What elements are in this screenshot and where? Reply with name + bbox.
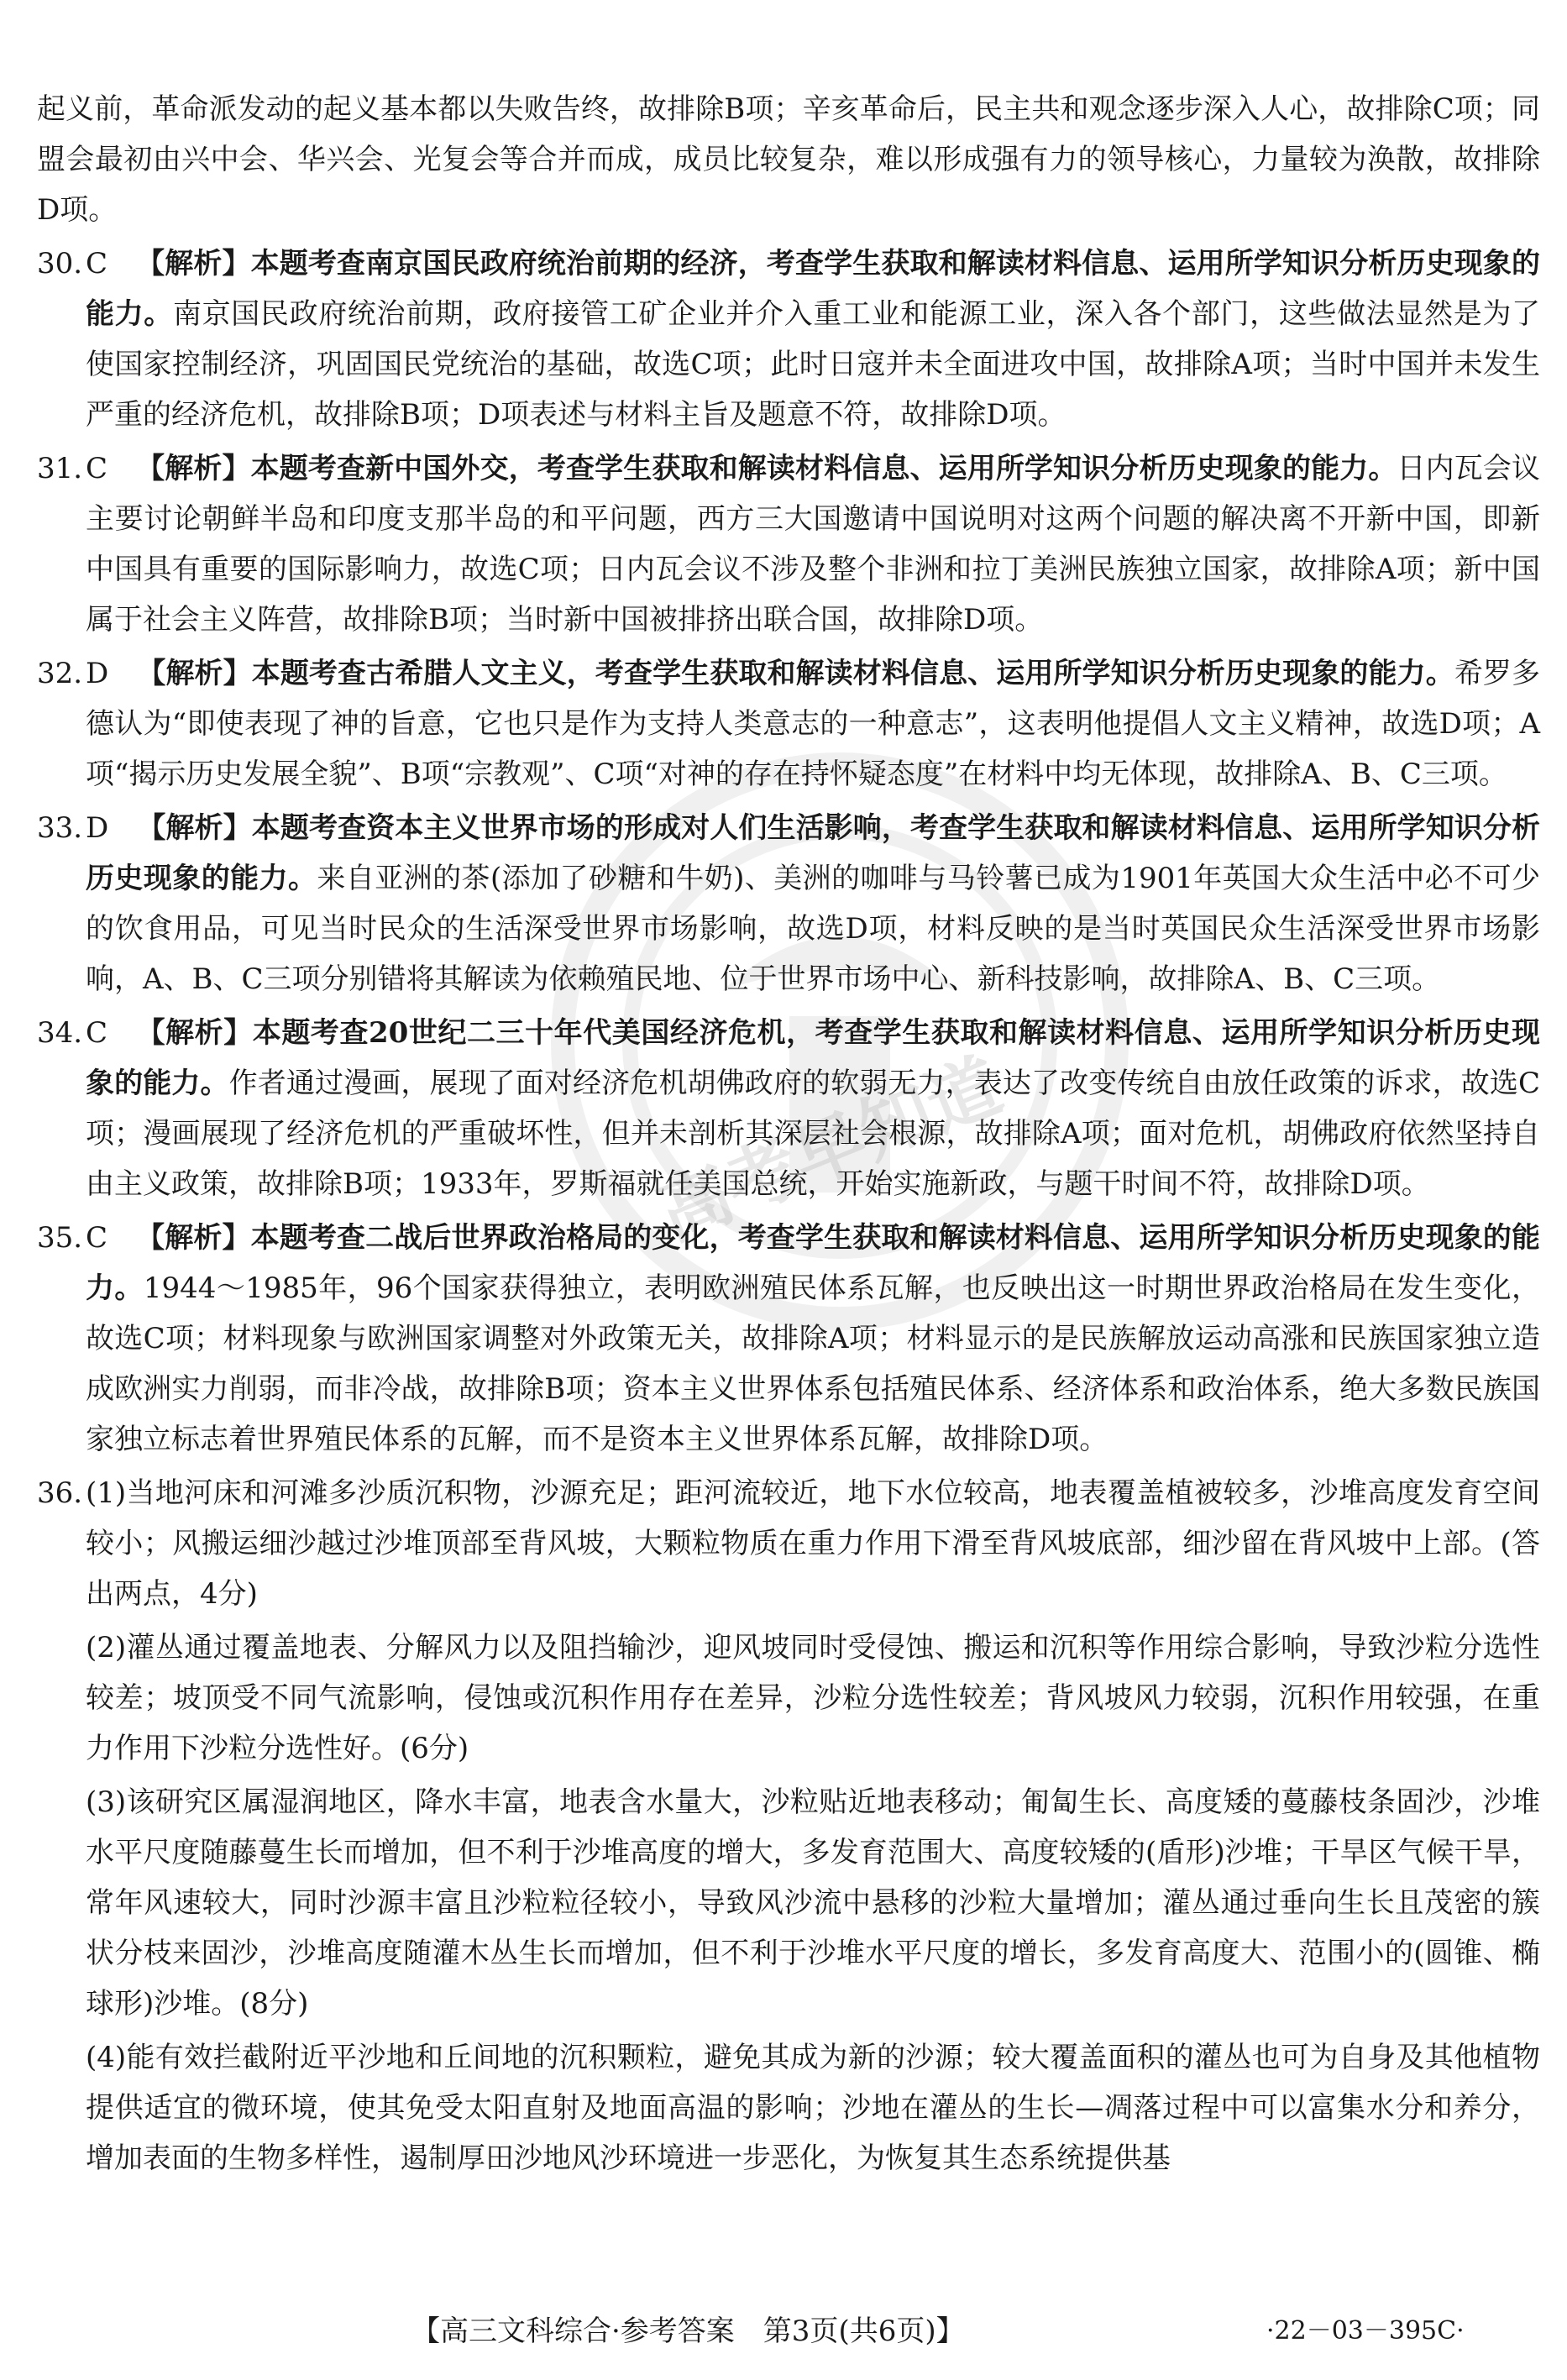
question-31 [37,443,1540,645]
analysis-tag: 【解析】 [136,452,251,485]
question-34 [37,1008,1540,1209]
answer-letter: C [86,247,108,280]
question-number: 33. [37,811,83,845]
question-32 [37,648,1540,799]
analysis-text: 希罗多德认为“即使表现了神的旨意，它也只是作为支持人类意志的一种意志”，这表明他提倡人文主义精神，故选D项；A项“揭示历史发展全貌”、B项“宗教观”、C项“对神的存在持怀疑态度”在材料中均无体现，故排除A、B、C三项。 [86,657,1541,791]
answer-letter: D [86,811,109,845]
question-number: 35. [37,1221,83,1255]
analysis-text: 来自亚洲的茶(添加了砂糖和牛奶)、美洲的咖啡与马铃薯已成为1901年英国大众生活中必不可少的饮食用品，可见当时民众的生活深受世界市场影响，故选D项，材料反映的是当时英国民众生活深受世界市场影响，A、B、C三项分别错将其解读为依赖殖民地、位于世界市场中心、新科技影响，故排除A、B、C三项。 [86,862,1540,996]
analysis-text: 南京国民政府统治前期，政府接管工矿企业并介入重工业和能源工业，深入各个部门，这些做法显然是为了使国家控制经济，巩固国民党统治的基础，故选C项；此时日寇并未全面进攻中国，故排除A项；当时中国并未发生严重的经济危机，故排除B项；D项表述与材料主旨及题意不符，故排除D项。 [86,297,1541,432]
analysis-summary: 本题考查古希腊人文主义，考查学生获取和解读材料信息、运用所学知识分析历史现象的能力。 [251,657,1454,690]
analysis-text: 日内瓦会议主要讨论朝鲜半岛和印度支那半岛的和平问题，西方三大国邀请中国说明对这两个问题的解决离不开新中国，即新中国具有重要的国际影响力，故选C项；日内瓦会议不涉及整个非洲和拉丁美洲民族独立国家，故排除A项；新中国属于社会主义阵营，故排除B项；当时新中国被排挤出联合国，故排除D项。 [86,452,1541,637]
answer-letter: D [86,657,109,690]
question-number: 34. [37,1016,83,1050]
footer-page-info: 【高三文科综合·参考答案 第3页(共6页)】 [411,2314,965,2348]
question-number: 30. [37,247,83,280]
analysis-tag: 【解析】 [137,811,252,845]
question-number: 32. [37,657,83,690]
answer-letter: C [86,452,108,485]
question-33 [37,803,1540,1004]
question-number: 31. [37,452,83,485]
analysis-text: 1944～1985年，96个国家获得独立，表明欧洲殖民体系瓦解，也反映出这一时期世界政治格局在发生变化，故选C项；材料现象与欧洲国家调整对外政策无关，故排除A项；材料显示的是民族解放运动高涨和民族国家独立造成欧洲实力削弱，而非冷战，故排除B项；资本主义世界体系包括殖民体系、经济体系和政治体系，绝大多数民族国家独立标志着世界殖民体系的瓦解，而不是资本主义世界体系瓦解，故排除D项。 [86,1271,1540,1456]
question-30 [37,239,1540,440]
sub-answer-2: (2)灌丛通过覆盖地表、分解风力以及阻挡输沙，迎风坡同时受侵蚀、搬运和沉积等作用综合影响，导致沙粒分选性较差；坡顶受不同气流影响，侵蚀或沉积作用存在差异，沙粒分选性较差；背风坡风力较弱，沉积作用较强，在重力作用下沙粒分选性好。(6分) [86,1631,1540,1765]
answer-letter: C [86,1221,108,1255]
analysis-tag: 【解析】 [137,657,252,690]
analysis-tag: 【解析】 [136,247,251,280]
analysis-summary: 本题考查20世纪二三十年代美国经济危机，考查学生获取和解读材料信息、运用所学知识分析历史现象的能力。 [86,1016,1541,1100]
analysis-summary: 本题考查二战后世界政治格局的变化，考查学生获取和解读材料信息、运用所学知识分析历史现象的能力。 [86,1221,1541,1305]
sub-answer-3: (3)该研究区属湿润地区，降水丰富，地表含水量大，沙粒贴近地表移动；匍匐生长、高度矮的蔓藤枝条固沙，沙堆水平尺度随藤蔓生长而增加，但不利于沙堆高度的增大，多发育范围大、高度较矮的(盾形)沙堆；干旱区气候干旱，常年风速较大，同时沙源丰富且沙粒粒径较小，导致风沙流中悬移的沙粒大量增加；灌丛通过垂向生长且茂密的簇状分枝来固沙，沙堆高度随灌木丛生长而增加，但不利于沙堆水平尺度的增长，多发育高度大、范围小的(圆锥、椭球形)沙堆。(8分) [86,1785,1540,2021]
answer-content [37,84,1540,2187]
question-number: 36. [37,1476,83,1510]
question-35 [37,1213,1540,1465]
continued-paragraph: 起义前，革命派发动的起义基本都以失败告终，故排除B项；辛亥革命后，民主共和观念逐步深入人心，故排除C项；同盟会最初由兴中会、华兴会、光复会等合并而成，成员比较复杂，难以形成强有力的领导核心，力量较为涣散，故排除D项。 [37,92,1540,227]
page-footer [0,2308,1567,2358]
answer-letter: C [86,1016,108,1050]
analysis-summary: 本题考查南京国民政府统治前期的经济，考查学生获取和解读材料信息、运用所学知识分析历史现象的能力。 [86,247,1541,331]
analysis-summary: 本题考查新中国外交，考查学生获取和解读材料信息、运用所学知识分析历史现象的能力。 [250,452,1397,485]
analysis-tag: 【解析】 [136,1221,251,1255]
sub-answer-1: (1)当地河床和河滩多沙质沉积物，沙源充足；距河流较近，地下水位较高，地表覆盖植被较多，沙堆高度发育空间较小；风搬运细沙越过沙堆顶部至背风坡，大颗粒物质在重力作用下滑至背风坡底部，细沙留在背风坡中上部。(答出两点，4分) [86,1476,1540,1611]
analysis-summary: 本题考查资本主义世界市场的形成对人们生活影响，考查学生获取和解读材料信息、运用所学知识分析历史现象的能力。 [86,811,1540,895]
question-36 [37,1468,1540,1619]
footer-code: ·22－03－395C· [1266,2316,1465,2346]
analysis-tag: 【解析】 [136,1016,253,1050]
watermark-text: 高考早知道 [646,1043,1014,1257]
sub-answer-4: (4)能有效拦截附近平沙地和丘间地的沉积颗粒，避免其成为新的沙源；较大覆盖面积的灌丛也可为自身及其他植物提供适宜的微环境，使其免受太阳直射及地面高温的影响；沙地在灌丛的生长—凋落过程中可以富集水分和养分，增加表面的生物多样性，遏制厚田沙地风沙环境进一步恶化，为恢复其生态系统提供基 [86,2041,1540,2175]
analysis-text: 作者通过漫画，展现了面对经济危机胡佛政府的软弱无力，表达了改变传统自由放任政策的诉求，故选C项；漫画展现了经济危机的严重破坏性，但并未剖析其深层社会根源，故排除A项；面对危机，胡佛政府依然坚持自由主义政策，故排除B项；1933年，罗斯福就任美国总统，开始实施新政，与题干时间不符，故排除D项。 [86,1067,1541,1201]
